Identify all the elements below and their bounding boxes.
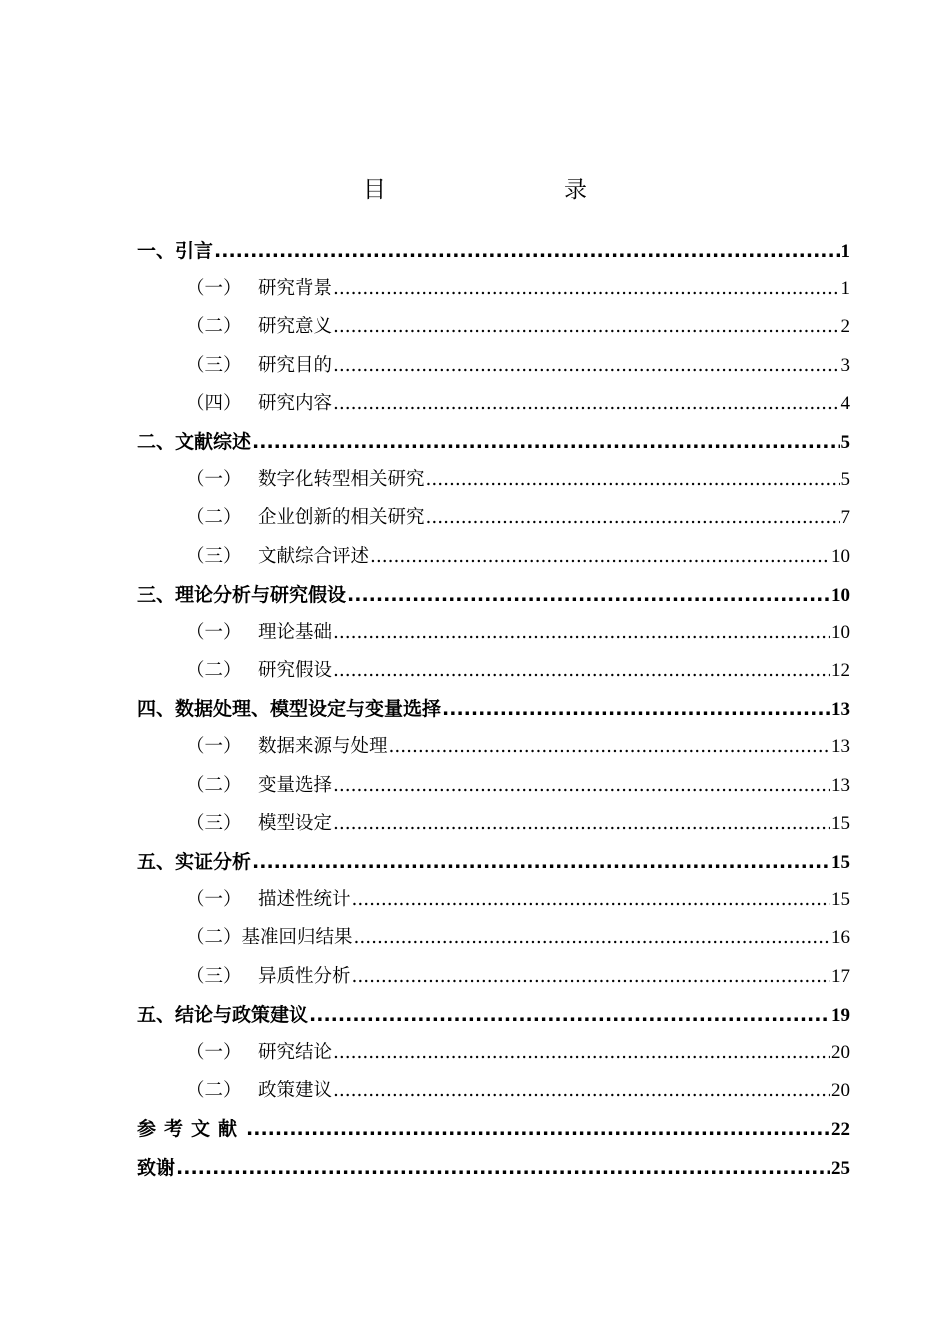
dot-leader	[389, 728, 830, 766]
dot-leader	[354, 919, 830, 957]
dot-leader	[352, 881, 830, 919]
toc-subentry-title: 研究结论	[258, 1041, 333, 1063]
toc-entry-title: 一、引言	[137, 240, 214, 262]
toc-subentry[interactable]	[137, 728, 850, 766]
dot-leader	[333, 347, 839, 385]
toc-subentry[interactable]	[137, 881, 850, 919]
toc-subentry-title: 数据来源与处理	[258, 736, 388, 758]
dot-leader	[426, 461, 840, 499]
dot-leader	[309, 996, 830, 1034]
toc-subentry-number: （二）	[186, 927, 242, 949]
toc-page-number: 7	[840, 507, 850, 529]
toc-page-number: 3	[840, 354, 850, 376]
toc-subentry-title: 变量选择	[258, 774, 333, 796]
toc-entry-title: 参考文献	[137, 1118, 246, 1141]
toc-page-number: 1	[840, 278, 850, 300]
toc-page-number: 20	[831, 1080, 850, 1102]
toc-subentry[interactable]	[137, 538, 850, 576]
dot-leader	[370, 538, 830, 576]
toc-subentry-title: 理论基础	[258, 621, 333, 643]
toc-page-number: 2	[840, 316, 850, 338]
toc-entry-title: 三、理论分析与研究假设	[137, 583, 347, 606]
toc-subentry-number: （一）	[186, 469, 242, 491]
dot-leader	[352, 958, 830, 996]
toc-page-number: 20	[831, 1041, 850, 1063]
toc-subentry-number: （三）	[186, 545, 242, 567]
toc-entry-title: 二、文献综述	[137, 430, 252, 453]
toc-subentry-title: 数字化转型相关研究	[258, 469, 425, 491]
toc-subentry-number: （二）	[186, 774, 242, 796]
toc-subentry-title: 研究内容	[258, 392, 333, 414]
dot-leader	[426, 499, 840, 537]
toc-subentry-number: （一）	[186, 621, 242, 643]
toc-entry[interactable]	[137, 423, 850, 461]
toc-entry[interactable]	[137, 576, 850, 614]
toc-page-number: 10	[831, 584, 850, 606]
dot-leader	[333, 270, 839, 308]
dot-leader	[333, 805, 830, 843]
dot-leader	[333, 652, 830, 690]
toc-subentry-number: （三）	[186, 812, 242, 834]
toc-subentry-title: 异质性分析	[258, 965, 351, 987]
toc-page-number: 5	[840, 469, 850, 491]
toc-subentry[interactable]	[137, 1072, 850, 1110]
dot-leader	[333, 385, 839, 423]
toc-page-number: 5	[840, 431, 850, 453]
toc-subentry[interactable]	[137, 614, 850, 652]
toc-page-number: 16	[831, 927, 850, 949]
toc-subentry-number: （一）	[186, 278, 242, 300]
toc-page-number: 19	[831, 1004, 850, 1026]
toc-subentry-title: 政策建议	[258, 1080, 333, 1102]
toc-page-number: 15	[831, 889, 850, 911]
dot-leader	[442, 690, 830, 728]
toc-subentry[interactable]	[137, 919, 850, 957]
toc-entry-title: 四、数据处理、模型设定与变量选择	[137, 698, 442, 721]
toc-page-number: 12	[831, 660, 850, 682]
toc-entry[interactable]	[137, 1110, 850, 1148]
toc-subentry-number: （一）	[186, 736, 242, 758]
toc-subentry[interactable]	[137, 767, 850, 805]
toc-subentry[interactable]	[137, 461, 850, 499]
toc-subentry[interactable]	[137, 958, 850, 996]
toc-subentry-number: （三）	[186, 965, 242, 987]
dot-leader	[333, 614, 830, 652]
dot-leader	[333, 308, 839, 346]
dot-leader	[333, 1072, 830, 1110]
toc-subentry-title: 描述性统计	[258, 889, 351, 911]
toc-subentry-number: （一）	[186, 1041, 242, 1063]
toc-subentry-title: 模型设定	[258, 812, 333, 834]
toc-page-number: 13	[831, 774, 850, 796]
toc-subentry-title: 文献综合评述	[258, 545, 370, 567]
dot-leader	[214, 232, 839, 270]
toc-subentry-title: 研究目的	[258, 354, 333, 376]
toc-page-number: 1	[840, 241, 850, 262]
toc-page-number: 13	[831, 736, 850, 758]
toc-subentry-title: 基准回归结果	[241, 927, 353, 949]
toc-subentry[interactable]	[137, 652, 850, 690]
toc-page-number: 15	[831, 852, 850, 873]
toc-page-number: 25	[831, 1157, 850, 1179]
toc-subentry-title: 研究意义	[258, 316, 333, 338]
toc-entry[interactable]	[137, 843, 850, 881]
toc-subentry[interactable]	[137, 385, 850, 423]
toc-subentry-title: 研究背景	[258, 278, 333, 300]
dot-leader	[176, 1149, 830, 1187]
toc-entry[interactable]	[137, 1149, 850, 1187]
toc-entry[interactable]	[137, 232, 850, 270]
toc-subentry-title: 研究假设	[258, 660, 333, 682]
toc-title: 目 录	[363, 177, 631, 203]
toc-entry-title: 五、结论与政策建议	[137, 1003, 309, 1026]
toc-subentry-number: （二）	[186, 507, 242, 529]
dot-leader	[246, 1110, 830, 1148]
dot-leader	[333, 1034, 830, 1072]
toc-subentry[interactable]	[137, 805, 850, 843]
toc-page-number: 10	[831, 545, 850, 567]
toc-entry-title: 致谢	[137, 1156, 176, 1179]
toc-page-number: 17	[831, 965, 850, 987]
toc-subentry-number: （二）	[186, 316, 242, 338]
toc-subentry-number: （三）	[186, 354, 242, 376]
toc-subentry[interactable]	[137, 347, 850, 385]
dot-leader	[347, 576, 830, 614]
toc-entry-title: 五、实证分析	[137, 851, 252, 873]
table-of-contents	[137, 232, 850, 1187]
toc-subentry[interactable]	[137, 1034, 850, 1072]
toc-subentry[interactable]	[137, 499, 850, 537]
toc-subentry-title: 企业创新的相关研究	[258, 507, 425, 529]
toc-page-number: 10	[831, 621, 850, 643]
toc-subentry-number: （四）	[186, 392, 242, 414]
toc-subentry[interactable]	[137, 308, 850, 346]
toc-subentry[interactable]	[137, 270, 850, 308]
dot-leader	[252, 423, 839, 461]
toc-subentry-number: （二）	[186, 660, 242, 682]
toc-subentry-number: （二）	[186, 1080, 242, 1102]
dot-leader	[333, 767, 830, 805]
toc-entry[interactable]	[137, 690, 850, 728]
toc-page-number: 13	[831, 699, 850, 721]
toc-page-number: 15	[831, 812, 850, 834]
dot-leader	[252, 843, 830, 881]
toc-page-number: 4	[840, 392, 850, 414]
toc-page-number: 22	[831, 1119, 850, 1141]
toc-subentry-number: （一）	[186, 889, 242, 911]
toc-entry[interactable]	[137, 996, 850, 1034]
